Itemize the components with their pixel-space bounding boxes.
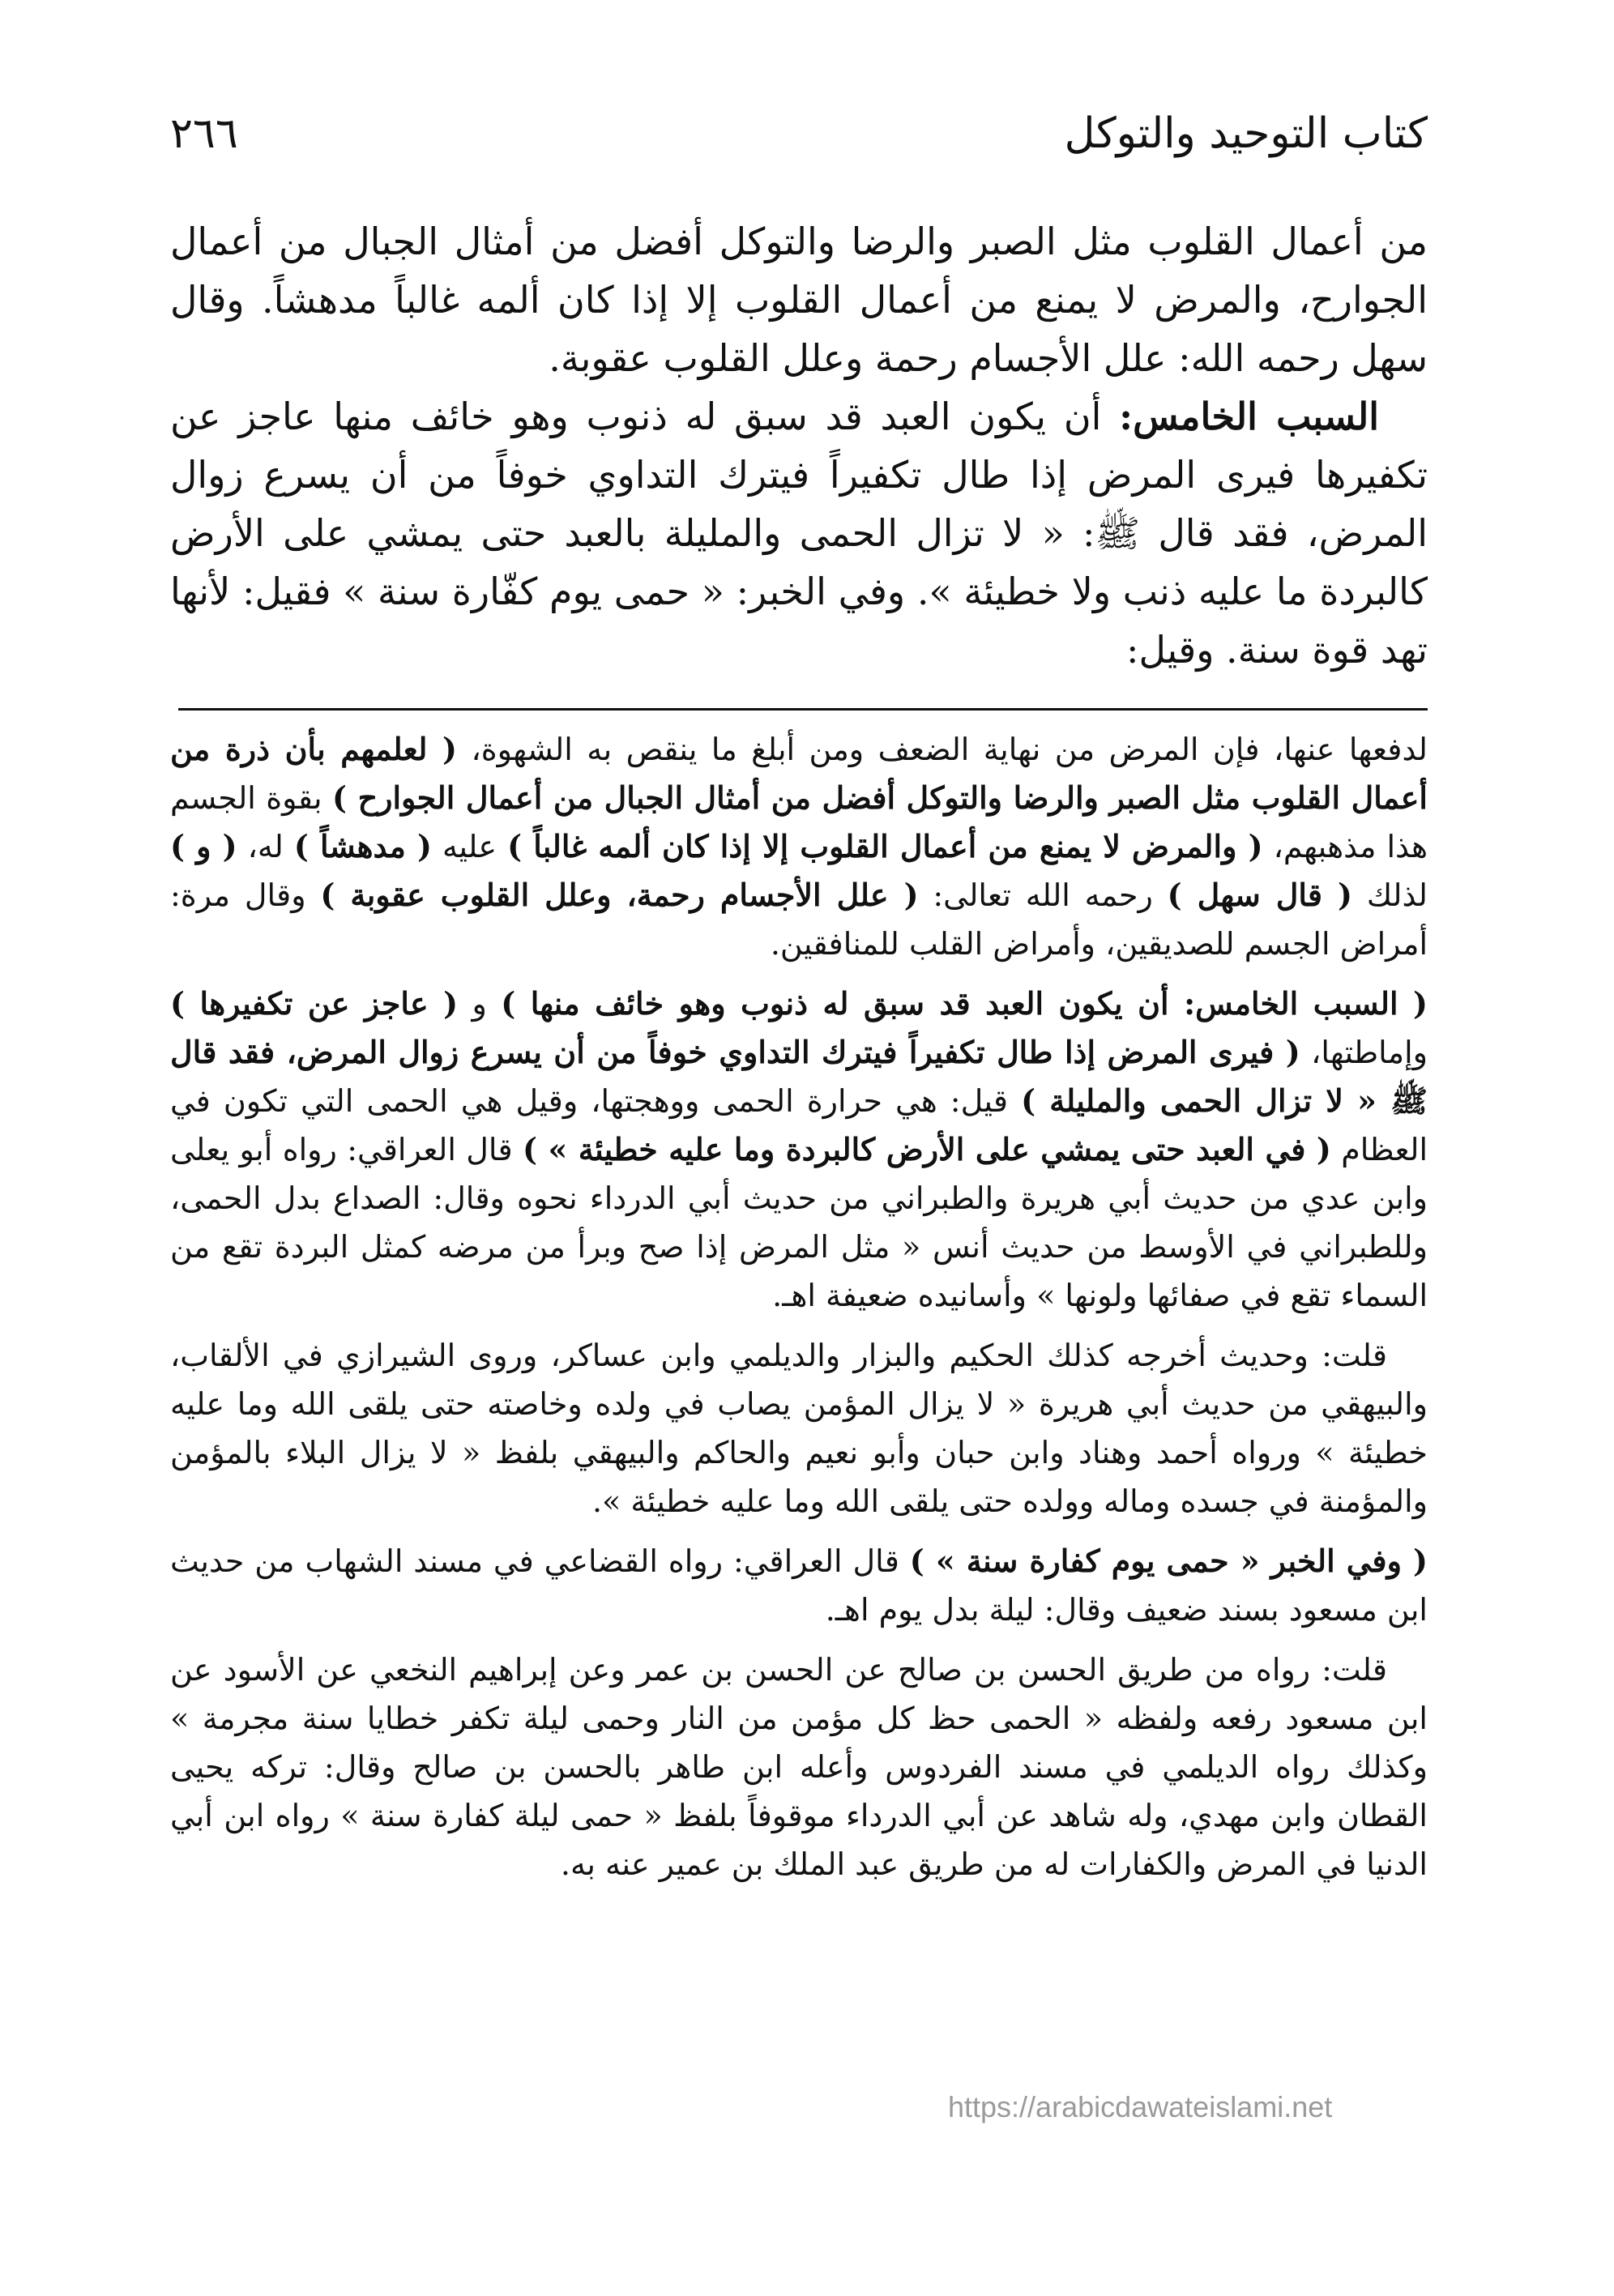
commentary-text: بقوة الجسم هذا مذهبهم، — [170, 780, 1428, 864]
quoted-matn: ( السبب الخامس: أن يكون العبد قد سبق له ذنوب وهو خائف منها ) — [501, 985, 1428, 1022]
commentary-paragraph: قلت: وحديث أخرجه كذلك الحكيم والبزار والديلمي وابن عساكر، وروى الشيرازي في الألقاب، والبيهقي من حديث أبي هريرة « لا يزال المؤمن يصاب في ولده وخاصته حتى يلقى الله وما عليه خطيئة » ورواه أحمد وهناد وابن حبان وأبو نعيم والحاكم والبيهقي بلفظ « لا يزال البلاء بالمؤمن والمؤمنة في جسده وماله وولده حتى يلقى الله وما عليه خطيئة ». — [170, 1338, 1428, 1519]
commentary-text: لذلك — [1352, 877, 1428, 913]
commentary-text: وإماطتها، — [1300, 1035, 1428, 1070]
commentary-text: قال العراقي: رواه أبو يعلى وابن عدي من حديث أبي هريرة والطبراني من حديث أبي الدرداء نحوه وقال: الصداع بدل الحمى، وللطبراني في الأوسط من حديث أنس « مثل المرض إذا صح وبرأ من مرضه كمثل البردة تقع من السماء تقع في صفائها ولونها » وأسانيده ضعيفة اهـ. — [170, 1132, 1428, 1313]
commentary-paragraph: قلت: رواه من طريق الحسن بن صالح عن الحسن بن عمر وعن إبراهيم النخعي عن الأسود عن ابن مسعود رفعه ولفظه « الحمى حظ كل مؤمن من النار وحمى ليلة تكفر خطايا سنة مجرمة » وكذلك رواه الديلمي في مسند الفردوس وأعله ابن طاهر بالحسن بن صالح وقال: تركه يحيى القطان وابن مهدي، وله شاهد عن أبي الدرداء موقوفاً بلفظ « حمى ليلة كفارة سنة » رواه ابن أبي الدنيا في المرض والكفارات له من طريق عبد الملك بن عمير عنه به. — [170, 1652, 1428, 1882]
quoted-matn: ( مدهشاً ) — [293, 828, 432, 864]
watermark-url: https://arabicdawateislami.net — [948, 2090, 1333, 2123]
section-heading: السبب الخامس: — [1119, 395, 1379, 438]
quoted-matn: ( وفي الخبر « حمى يوم كفارة سنة » ) — [909, 1543, 1428, 1579]
running-title: كتاب التوحيد والتوكل — [1064, 109, 1428, 158]
paragraph-text: أن يكون العبد قد سبق له ذنوب وهو خائف منها عاجز عن تكفيرها فيرى المرض إذا طال تكفيراً فيترك التداوي خوفاً من أن يسرع زوال المرض، فقد قال ﷺ: « لا تزال الحمى والمليلة بالعبد حتى يمشي على الأرض كالبردة ما عليه ذنب ولا خطيئة ». وفي الخبر: « حمى يوم كفّارة سنة » فقيل: لأنها تهد قوة سنة. وقيل: — [170, 395, 1428, 672]
commentary-text: قال العراقي: رواه القضاعي في مسند الشهاب من حديث ابن مسعود بسند ضعيف وقال: ليلة بدل يوم اهـ. — [170, 1543, 1428, 1628]
commentary-paragraph — [170, 725, 1428, 968]
quoted-matn: ( في العبد حتى يمشي على الأرض كالبردة وما عليه خطيئة » ) — [523, 1131, 1331, 1167]
commentary — [170, 725, 1428, 1900]
commentary-text: له، — [237, 829, 294, 864]
quoted-matn: ( لعلمهم بأن ذرة من أعمال القلوب مثل الصبر والرضا والتوكل أفضل من أمثال الجبال من أعمال الجوارح ) — [170, 731, 1428, 816]
main-paragraph: من أعمال القلوب مثل الصبر والرضا والتوكل أفضل من أمثال الجبال من أعمال الجوارح، والمرض لا يمنع من أعمال القلوب إلا إذا كان ألمه غالباً مدهشاً. وقال سهل رحمه الله: علل الأجسام رحمة وعلل القلوب عقوبة. — [170, 220, 1428, 380]
quoted-matn: ( علل الأجسام رحمة، وعلل القلوب عقوبة ) — [320, 877, 919, 913]
footnote-divider — [178, 708, 1428, 711]
page-header — [170, 97, 1428, 170]
commentary-text: رحمه الله تعالى: — [918, 877, 1168, 913]
quoted-matn: ( و ) — [170, 828, 237, 864]
commentary-text: لدفعها عنها، فإن المرض من نهاية الضعف ومن أبلغ ما ينقص به الشهوة، — [457, 732, 1428, 767]
quoted-matn: ( قال سهل ) — [1167, 877, 1353, 913]
commentary-paragraph — [170, 979, 1428, 1320]
commentary-text: قيل: هي حرارة الحمى ووهجتها، وقيل هي الحمى التي تكون في العظام — [170, 1083, 1428, 1167]
page-number: ٢٦٦ — [170, 109, 238, 158]
commentary-text: و — [458, 986, 502, 1022]
quoted-matn: ( عاجز عن تكفيرها ) — [170, 985, 459, 1022]
main-paragraph — [170, 387, 1428, 679]
quoted-matn: ( فيرى المرض إذا طال تكفيراً فيترك التداوي خوفاً من أن يسرع زوال المرض، فقد قال ﷺ « لا تزال الحمى والمليلة ) — [170, 1034, 1428, 1119]
commentary-text: وقال مرة: أمراض الجسم للصديقين، وأمراض القلب للمنافقين. — [170, 877, 1428, 962]
main-text — [170, 212, 1428, 679]
commentary-paragraph — [170, 1537, 1428, 1634]
quoted-matn: ( والمرض لا يمنع من أعمال القلوب إلا إذا كان ألمه غالباً ) — [507, 828, 1263, 864]
commentary-text: عليه — [431, 829, 508, 864]
